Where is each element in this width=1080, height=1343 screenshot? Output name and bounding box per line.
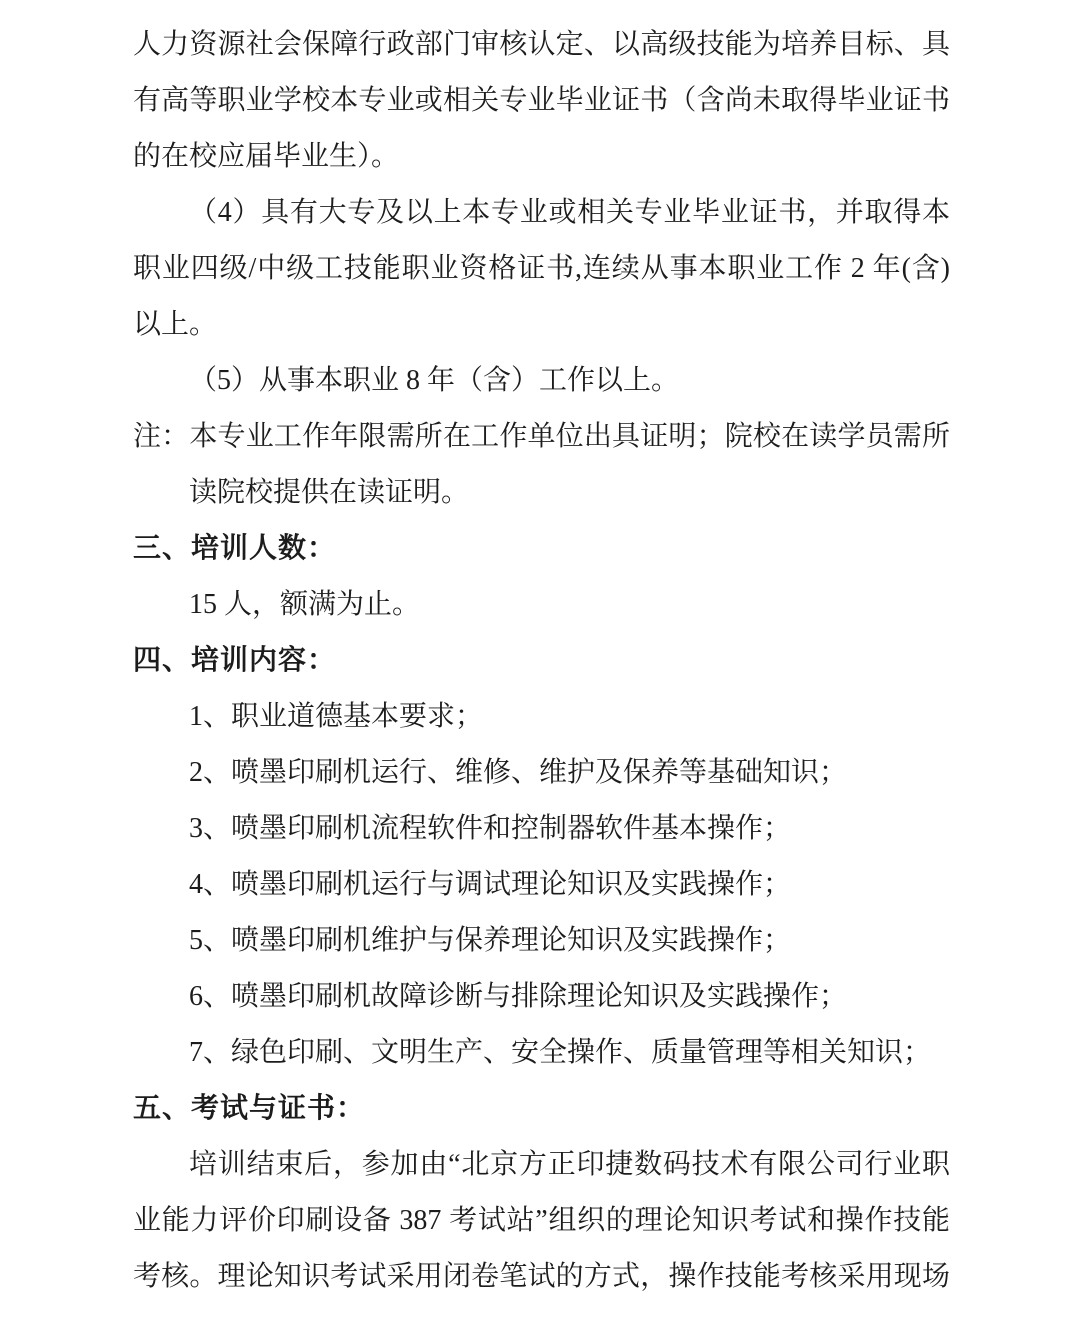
text-line: 7、绿色印刷、文明生产、安全操作、质量管理等相关知识； — [189, 1037, 932, 1068]
text-line: 5、喷墨印刷机维护与保养理论知识及实践操作； — [189, 925, 792, 956]
text-line: 读院校提供在读证明。 — [189, 477, 470, 508]
text-line: 15 人，额满为止。 — [189, 589, 421, 620]
text-line: 有高等职业学校本专业或相关专业毕业证书（含尚未取得毕业证书 — [133, 85, 950, 116]
text-line: 三、培训人数： — [133, 533, 337, 564]
text-line: 培训结束后，参加由“北京方正印捷数码技术有限公司行业职 — [189, 1149, 950, 1180]
text-line: 四、培训内容： — [133, 645, 337, 676]
text-line: 3、喷墨印刷机流程软件和控制器软件基本操作； — [189, 813, 792, 844]
text-line: 的在校应届毕业生）。 — [133, 141, 400, 172]
text-line: 6、喷墨印刷机故障诊断与排除理论知识及实践操作； — [189, 981, 848, 1012]
text-line: 人力资源社会保障行政部门审核认定、以高级技能为培养目标、具 — [133, 29, 950, 60]
text-line: 考核。理论知识考试采用闭卷笔试的方式，操作技能考核采用现场 — [133, 1261, 950, 1292]
text-line: 注：本专业工作年限需所在工作单位出具证明；院校在读学员需所 — [133, 421, 950, 452]
text-line: 五、考试与证书： — [133, 1093, 366, 1124]
document-body — [133, 17, 950, 1305]
text-line: 职业四级/中级工技能职业资格证书,连续从事本职业工作 2 年(含) — [133, 253, 950, 284]
text-line: 以上。 — [133, 309, 218, 340]
text-line: 4、喷墨印刷机运行与调试理论知识及实践操作； — [189, 869, 792, 900]
text-line: （4）具有大专及以上本专业或相关专业毕业证书，并取得本 — [189, 197, 950, 228]
text-line: （5）从事本职业 8 年（含）工作以上。 — [189, 365, 680, 396]
text-line: 1、职业道德基本要求； — [189, 701, 484, 732]
text-line: 业能力评价印刷设备 387 考试站”组织的理论知识考试和操作技能 — [133, 1205, 950, 1236]
text-line: 2、喷墨印刷机运行、维修、维护及保养等基础知识； — [189, 757, 848, 788]
